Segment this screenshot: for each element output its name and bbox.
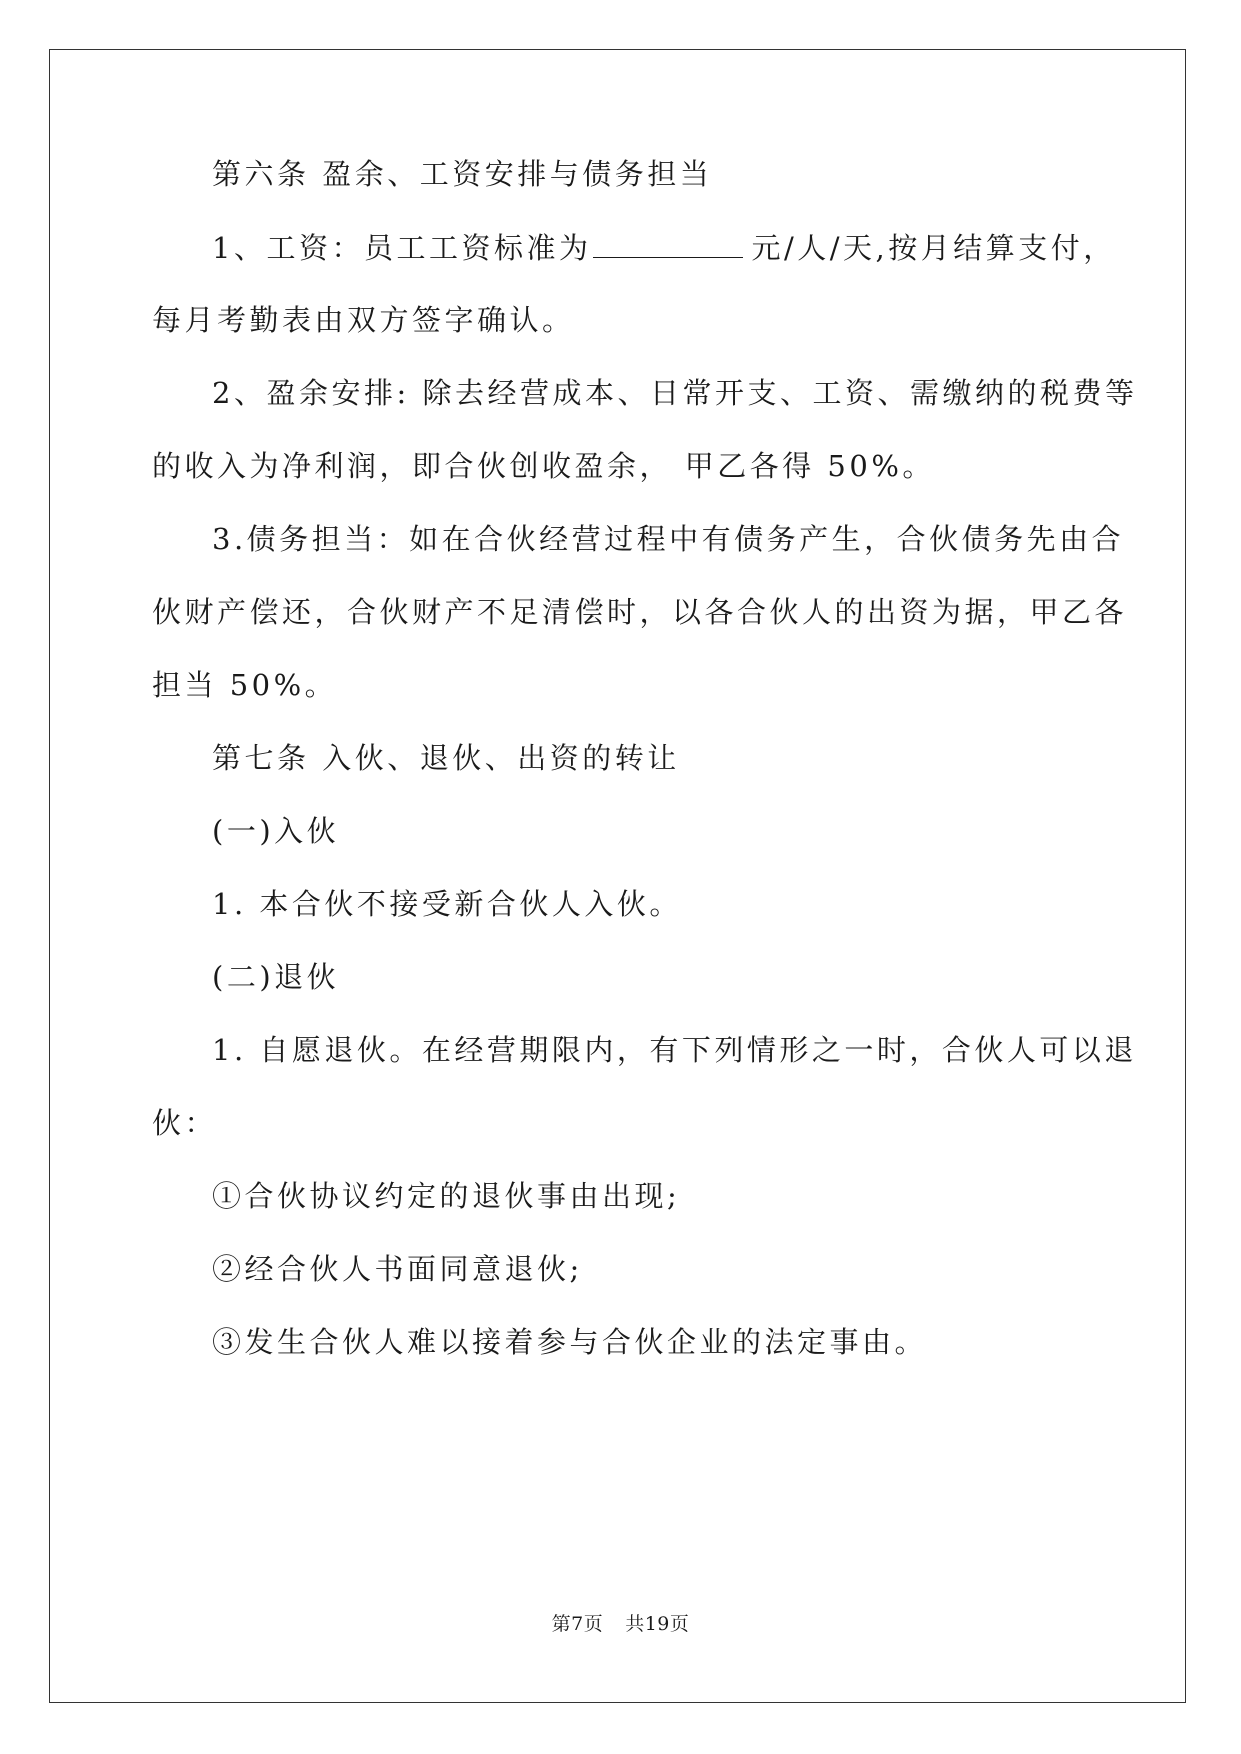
section-admission-heading: (一)入伙 <box>212 814 340 848</box>
withdrawal-condition-2: ②经合伙人书面同意退伙; <box>212 1252 583 1286</box>
wage-clause-line <box>212 227 1152 267</box>
wage-clause-end: 元/人/天,按月结算支付， <box>751 231 1116 265</box>
withdrawal-condition-3: ③发生合伙人难以接着参与合伙企业的法定事由。 <box>212 1325 928 1359</box>
withdrawal-clause-1-continued: 伙： <box>152 1106 218 1140</box>
debt-clause-line: 3.债务担当：如在合伙经营过程中有债务产生，合伙债务先由合 <box>212 522 1125 556</box>
page-border <box>49 49 1186 1703</box>
page-number: 第7页 <box>551 1613 604 1635</box>
article-7-heading: 第七条 入伙、退伙、出资的转让 <box>212 741 680 775</box>
profit-clause-continued: 的收入为净利润，即合伙创收盈余， 甲乙各得 50%。 <box>152 449 935 483</box>
article-6-heading: 第六条 盈余、工资安排与债务担当 <box>212 157 713 191</box>
section-withdrawal-heading: (二)退伙 <box>212 960 340 994</box>
wage-clause-continued: 每月考勤表由双方签字确认。 <box>152 303 575 337</box>
withdrawal-clause-1: 1. 自愿退伙。在经营期限内，有下列情形之一时，合伙人可以退 <box>212 1033 1137 1067</box>
admission-clause-1: 1. 本合伙不接受新合伙人入伙。 <box>212 887 682 921</box>
page-footer <box>0 1612 1241 1636</box>
debt-clause-continued-2: 担当 50%。 <box>152 668 338 702</box>
page-total: 共19页 <box>625 1613 690 1635</box>
withdrawal-condition-1: ①合伙协议约定的退伙事由出现; <box>212 1179 681 1213</box>
wage-amount-blank <box>593 227 743 258</box>
wage-clause-start: 1、工资：员工工资标准为 <box>212 231 592 265</box>
profit-clause-line: 2、盈余安排: 除去经营成本、日常开支、工资、需缴纳的税费等 <box>212 376 1138 410</box>
debt-clause-continued-1: 伙财产偿还，合伙财产不足清偿时，以各合伙人的出资为据，甲乙各 <box>152 595 1128 629</box>
